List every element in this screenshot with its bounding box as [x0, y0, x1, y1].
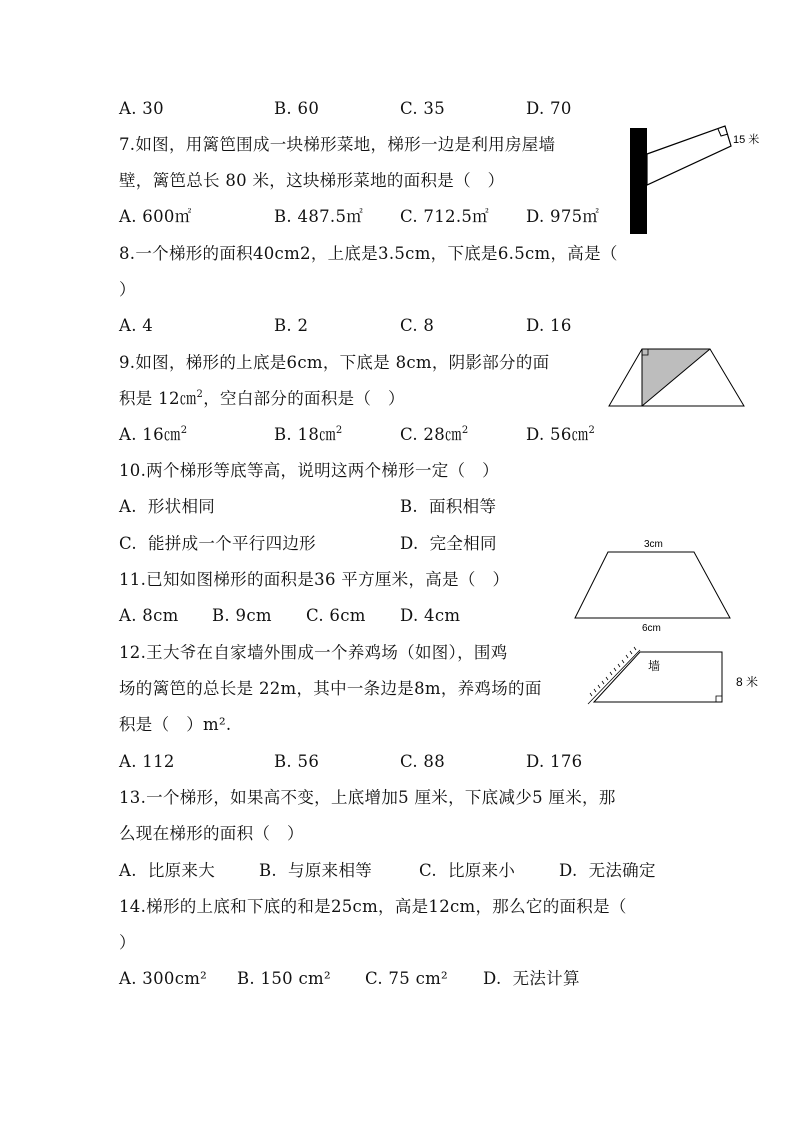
q14-option-c: C. 75 cm² — [365, 969, 448, 988]
q12-figure-wall-label: 墙 — [648, 659, 661, 673]
q10-option-d: D. 完全相同 — [400, 534, 497, 553]
q12-option-d: D. 176 — [526, 752, 583, 771]
q10-option-a: A. 形状相同 — [119, 497, 216, 516]
q8-option-d: D. 16 — [526, 316, 572, 335]
q9-option-a: A. 16㎝$^2$ — [119, 425, 188, 444]
house-wall — [630, 128, 647, 234]
q6-option-c: C. 35 — [400, 99, 446, 118]
q12-question-line1: 12.王大爷在自家墙外围成一个养鸡场（如图），围鸡 — [119, 643, 508, 662]
q14-question-line1: 14.梯形的上底和下底的和是25cm，高是12cm，那么它的面积是（ — [119, 897, 627, 916]
q9-option-d: D. 56㎝$^2$ — [526, 425, 596, 444]
q12-question-line2: 场的篱笆的总长是 22m，其中一条边是8m，养鸡场的面 — [119, 679, 542, 698]
q10-option-c: C. 能拼成一个平行四边形 — [119, 534, 316, 553]
q7-figure-trapezoid-garden — [626, 122, 776, 236]
q13-option-b: B. 与原来相等 — [259, 861, 373, 880]
q11-figure-bottom-label: 6cm — [642, 623, 661, 634]
q13-option-a: A. 比原来大 — [119, 861, 216, 880]
q9-question-line2: 积是 12㎝$^2$，空白部分的面积是（ ） — [119, 389, 405, 408]
q12-question-line3: 积是（ ）m². — [119, 715, 232, 734]
q9-option-b: B. 18㎝$^2$ — [274, 425, 343, 444]
q6-option-a: A. 30 — [119, 99, 164, 118]
q8-option-b: B. 2 — [274, 316, 309, 335]
q8-option-c: C. 8 — [400, 316, 435, 335]
q6-option-b: B. 60 — [274, 99, 320, 118]
q11-option-b: B. 9cm — [212, 606, 272, 625]
q7-question-line2: 壁，篱笆总长 80 米，这块梯形菜地的面积是（ ） — [119, 171, 505, 190]
q11-figure-trapezoid — [572, 536, 732, 634]
q14-option-a: A. 300cm² — [119, 969, 208, 988]
q13-question-line1: 13.一个梯形，如果高不变，上底增加5 厘米，下底减少5 厘米，那 — [119, 788, 616, 807]
q12-option-c: C. 88 — [400, 752, 446, 771]
q9-question-line1: 9.如图，梯形的上底是6cm，下底是 8cm，阴影部分的面 — [119, 353, 550, 372]
trapezoid-outline — [575, 552, 730, 618]
q14-option-b: B. 150 cm² — [237, 969, 331, 988]
q11-option-d: D. 4cm — [400, 606, 461, 625]
q9-figure-shaded-trapezoid — [606, 345, 748, 409]
q11-figure-top-label: 3cm — [644, 539, 663, 550]
q8-question-line1: 8.一个梯形的面积40cm2，上底是3.5cm，下底是6.5cm，高是（ — [119, 244, 618, 263]
q12-option-a: A. 112 — [119, 752, 175, 771]
q12-figure-chicken-yard — [580, 638, 772, 714]
q14-option-d: D. 无法计算 — [483, 969, 580, 988]
q11-question-line1: 11.已知如图梯形的面积是36 平方厘米，高是（ ） — [119, 570, 510, 589]
q11-option-c: C. 6cm — [306, 606, 366, 625]
q12-figure-side-label: 8 米 — [736, 675, 759, 689]
q8-option-a: A. 4 — [119, 316, 154, 335]
trapezoid-shape — [647, 126, 731, 185]
q8-question-line2: ） — [119, 280, 136, 299]
q7-question-line1: 7.如图，用篱笆围成一块梯形菜地，梯形一边是利用房屋墙 — [119, 135, 556, 154]
q11-option-a: A. 8cm — [119, 606, 179, 625]
q7-option-a: A. 600㎡ — [119, 207, 192, 226]
q13-question-line2: 么现在梯形的面积（ ） — [119, 824, 304, 843]
q13-option-d: D. 无法确定 — [559, 861, 656, 880]
q13-option-c: C. 比原来小 — [419, 861, 516, 880]
q10-option-b: B. 面积相等 — [400, 497, 497, 516]
q7-option-c: C. 712.5㎡ — [400, 207, 489, 226]
q9-option-c: C. 28㎝$^2$ — [400, 425, 469, 444]
q12-option-b: B. 56 — [274, 752, 320, 771]
q7-option-b: B. 487.5㎡ — [274, 207, 364, 226]
q7-option-d: D. 975㎡ — [526, 207, 600, 226]
q6-option-d: D. 70 — [526, 99, 572, 118]
q14-question-line2: ） — [119, 933, 136, 952]
q7-figure-label: 15 米 — [733, 134, 760, 146]
q10-question-line1: 10.两个梯形等底等高，说明这两个梯形一定（ ） — [119, 461, 499, 480]
